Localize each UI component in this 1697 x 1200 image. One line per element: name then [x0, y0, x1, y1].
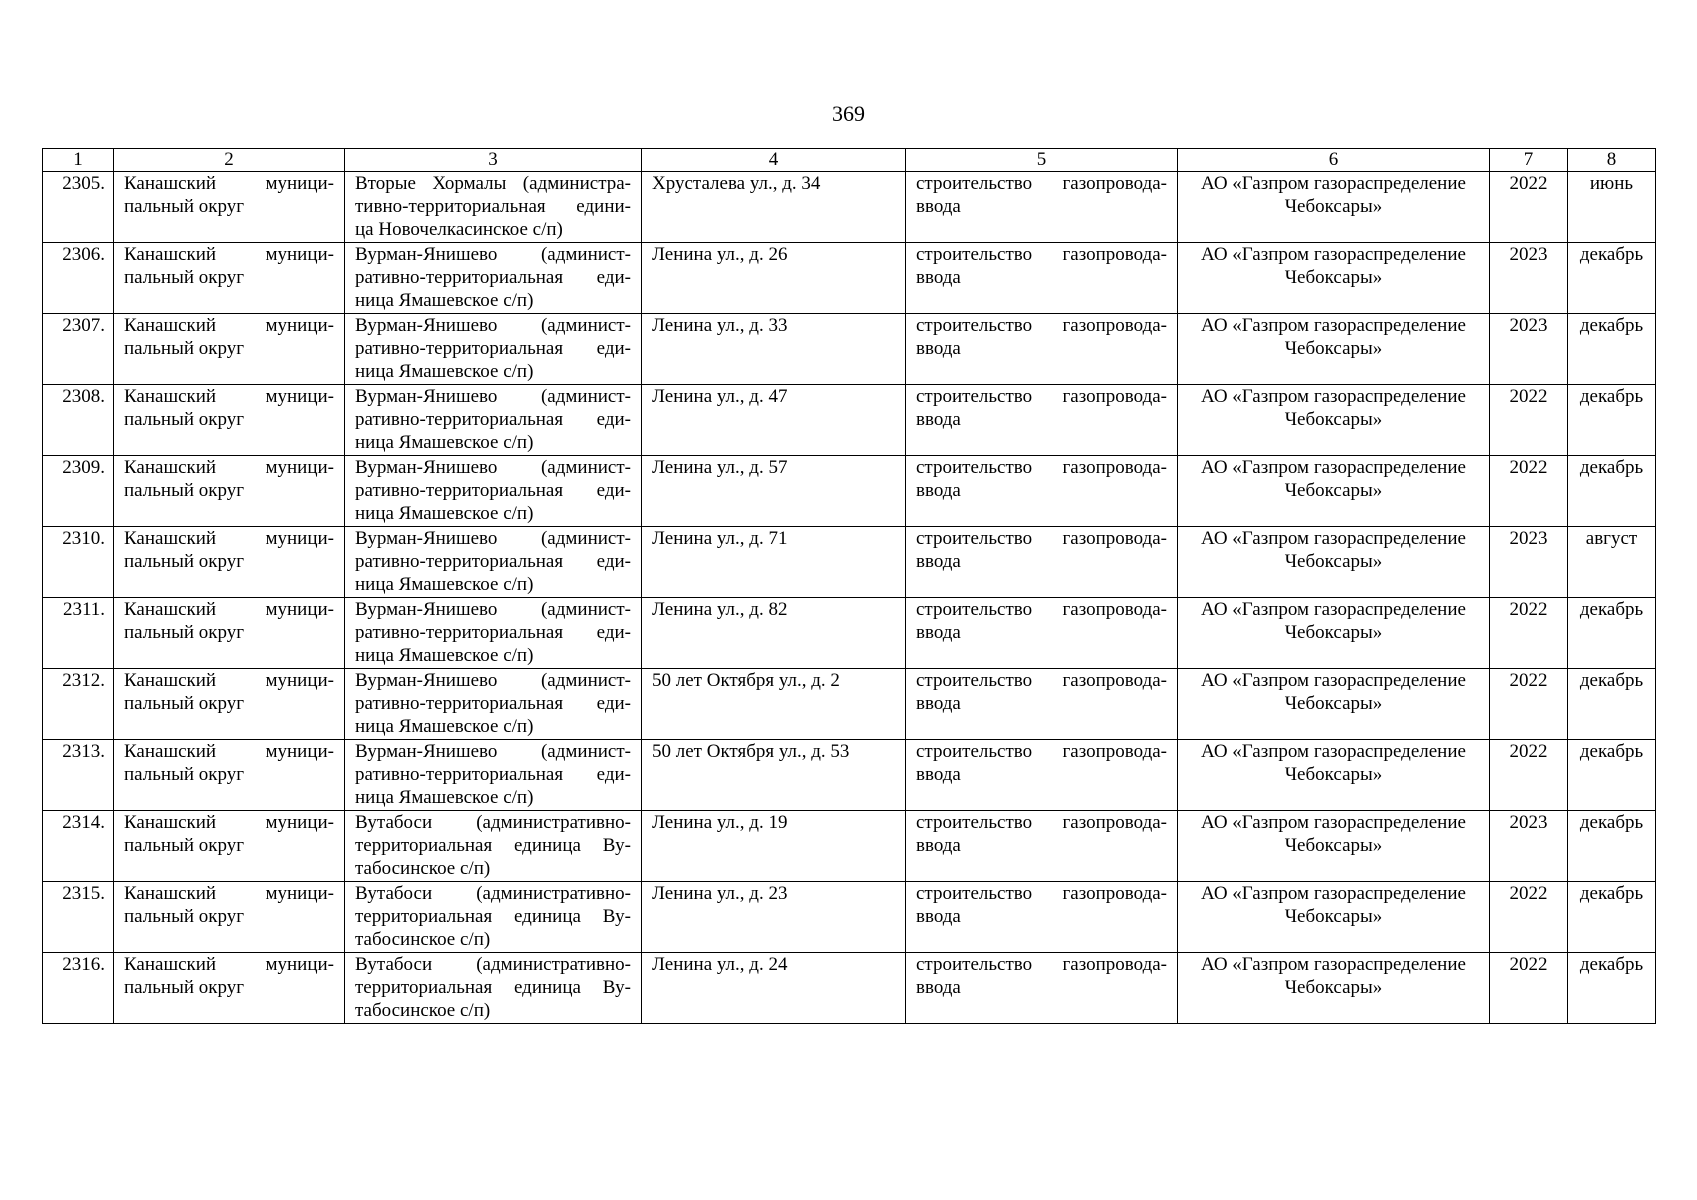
organization-line: АО «Газпром газораспределение	[1201, 883, 1466, 904]
settlement-line: ративно-территориальная еди-	[355, 764, 631, 785]
settlement-cell	[345, 314, 642, 385]
column-header: 8	[1568, 149, 1656, 172]
settlement-line: ративно-территориальная еди-	[355, 693, 631, 714]
address-text: 50 лет Октября ул., д. 2	[652, 670, 840, 691]
settlement-line: табосинское с/п)	[355, 929, 491, 950]
work-type-cell	[906, 740, 1178, 811]
settlement-cell	[345, 740, 642, 811]
settlement-line: ница Ямашевское с/п)	[355, 787, 534, 808]
district-cell	[114, 172, 345, 243]
district-cell	[114, 314, 345, 385]
settlement-cell	[345, 669, 642, 740]
column-number-header-row	[43, 149, 1656, 172]
district-line: Канашский муници-	[124, 528, 334, 549]
work-type-cell	[906, 953, 1178, 1024]
work-type-line: ввода	[916, 480, 961, 501]
work-type-line: строительство газопровода-	[916, 173, 1167, 194]
table-row	[43, 527, 1656, 598]
address-text: Ленина ул., д. 26	[652, 244, 788, 265]
column-header: 3	[345, 149, 642, 172]
district-cell	[114, 456, 345, 527]
row-number: 2313.	[62, 741, 105, 762]
organization-line: АО «Газпром газораспределение	[1201, 315, 1466, 336]
column-header: 1	[43, 149, 114, 172]
settlement-line: ративно-территориальная еди-	[355, 622, 631, 643]
work-type-line: ввода	[916, 906, 961, 927]
work-type-line: строительство газопровода-	[916, 812, 1167, 833]
month-text: декабрь	[1579, 741, 1644, 762]
table-row	[43, 385, 1656, 456]
row-number: 2305.	[62, 173, 105, 194]
settlement-line: ративно-территориальная еди-	[355, 338, 631, 359]
column-header: 7	[1490, 149, 1568, 172]
address-cell	[642, 740, 906, 811]
work-type-cell	[906, 669, 1178, 740]
month-text: декабрь	[1579, 457, 1644, 478]
district-cell	[114, 598, 345, 669]
month-cell	[1568, 385, 1656, 456]
settlement-cell	[345, 811, 642, 882]
organization-line: АО «Газпром газораспределение	[1201, 386, 1466, 407]
work-type-cell	[906, 385, 1178, 456]
work-type-line: ввода	[916, 693, 961, 714]
year-cell	[1490, 243, 1568, 314]
organization-cell	[1178, 456, 1490, 527]
year-text: 2022	[1509, 741, 1548, 762]
organization-line: Чебоксары»	[1284, 551, 1383, 572]
address-text: Ленина ул., д. 82	[652, 599, 788, 620]
table-row	[43, 953, 1656, 1024]
settlement-line: ница Ямашевское с/п)	[355, 574, 534, 595]
settlement-line: ница Ямашевское с/п)	[355, 290, 534, 311]
work-type-line: строительство газопровода-	[916, 670, 1167, 691]
year-text: 2023	[1509, 315, 1548, 336]
column-header: 6	[1178, 149, 1490, 172]
row-number: 2312.	[62, 670, 105, 691]
work-type-line: ввода	[916, 977, 961, 998]
settlement-cell	[345, 385, 642, 456]
settlement-line: ративно-территориальная еди-	[355, 267, 631, 288]
settlement-line: Вутабоси (административно-	[355, 883, 631, 904]
row-number: 2310.	[62, 528, 105, 549]
column-header: 5	[906, 149, 1178, 172]
row-number-cell	[43, 527, 114, 598]
organization-line: АО «Газпром газораспределение	[1201, 812, 1466, 833]
year-text: 2023	[1509, 528, 1548, 549]
row-number: 2311.	[62, 599, 105, 620]
row-number: 2309.	[62, 457, 105, 478]
settlement-cell	[345, 953, 642, 1024]
row-number-cell	[43, 598, 114, 669]
work-type-line: строительство газопровода-	[916, 386, 1167, 407]
row-number-cell	[43, 740, 114, 811]
year-cell	[1490, 527, 1568, 598]
organization-cell	[1178, 953, 1490, 1024]
settlement-line: Вурман-Янишево (админист-	[355, 457, 631, 478]
row-number: 2314.	[62, 812, 105, 833]
year-cell	[1490, 740, 1568, 811]
work-type-line: строительство газопровода-	[916, 954, 1167, 975]
table-row	[43, 598, 1656, 669]
district-line: пальный округ	[124, 906, 245, 927]
row-number-cell	[43, 811, 114, 882]
settlement-line: Вурман-Янишево (админист-	[355, 244, 631, 265]
month-cell	[1568, 243, 1656, 314]
address-cell	[642, 172, 906, 243]
district-line: Канашский муници-	[124, 386, 334, 407]
settlement-line: Вторые Хормалы (администра-	[355, 173, 631, 194]
month-cell	[1568, 811, 1656, 882]
settlement-line: Вутабоси (административно-	[355, 954, 631, 975]
year-text: 2022	[1509, 670, 1548, 691]
month-cell	[1568, 598, 1656, 669]
organization-cell	[1178, 314, 1490, 385]
settlement-line: Вурман-Янишево (админист-	[355, 670, 631, 691]
district-line: пальный округ	[124, 196, 245, 217]
address-cell	[642, 953, 906, 1024]
year-text: 2022	[1509, 173, 1548, 194]
organization-line: АО «Газпром газораспределение	[1201, 741, 1466, 762]
work-type-line: ввода	[916, 835, 961, 856]
table-row	[43, 882, 1656, 953]
work-type-line: ввода	[916, 764, 961, 785]
district-cell	[114, 669, 345, 740]
work-type-cell	[906, 456, 1178, 527]
year-cell	[1490, 172, 1568, 243]
district-line: Канашский муници-	[124, 315, 334, 336]
district-cell	[114, 385, 345, 456]
month-text: декабрь	[1579, 883, 1644, 904]
organization-line: АО «Газпром газораспределение	[1201, 954, 1466, 975]
address-cell	[642, 669, 906, 740]
address-cell	[642, 385, 906, 456]
row-number-cell	[43, 882, 114, 953]
district-line: Канашский муници-	[124, 741, 334, 762]
organization-cell	[1178, 527, 1490, 598]
settlement-line: тивно-территориальная едини-	[355, 196, 631, 217]
year-text: 2022	[1509, 386, 1548, 407]
address-text: Ленина ул., д. 23	[652, 883, 788, 904]
row-number: 2306.	[62, 244, 105, 265]
work-type-cell	[906, 882, 1178, 953]
address-text: Хрусталева ул., д. 34	[652, 173, 821, 194]
organization-line: Чебоксары»	[1284, 977, 1383, 998]
settlement-line: ница Ямашевское с/п)	[355, 716, 534, 737]
district-line: пальный округ	[124, 480, 245, 501]
address-cell	[642, 882, 906, 953]
month-text: декабрь	[1579, 599, 1644, 620]
work-type-line: строительство газопровода-	[916, 528, 1167, 549]
month-cell	[1568, 740, 1656, 811]
row-number: 2307.	[62, 315, 105, 336]
settlement-cell	[345, 882, 642, 953]
organization-cell	[1178, 811, 1490, 882]
work-type-cell	[906, 598, 1178, 669]
month-text: декабрь	[1579, 812, 1644, 833]
district-line: пальный округ	[124, 338, 245, 359]
settlement-line: ница Ямашевское с/п)	[355, 432, 534, 453]
year-text: 2022	[1509, 457, 1548, 478]
district-line: Канашский муници-	[124, 812, 334, 833]
row-number: 2308.	[62, 386, 105, 407]
year-cell	[1490, 811, 1568, 882]
settlement-cell	[345, 527, 642, 598]
work-type-line: ввода	[916, 267, 961, 288]
month-text: июнь	[1589, 173, 1634, 194]
year-text: 2023	[1509, 812, 1548, 833]
month-text: декабрь	[1579, 386, 1644, 407]
year-cell	[1490, 314, 1568, 385]
settlement-line: Вурман-Янишево (админист-	[355, 386, 631, 407]
work-type-line: строительство газопровода-	[916, 599, 1167, 620]
row-number-cell	[43, 172, 114, 243]
month-text: декабрь	[1579, 315, 1644, 336]
address-cell	[642, 598, 906, 669]
month-text: август	[1585, 528, 1638, 549]
district-cell	[114, 740, 345, 811]
organization-cell	[1178, 385, 1490, 456]
district-line: Канашский муници-	[124, 670, 334, 691]
settlement-line: табосинское с/п)	[355, 858, 491, 879]
month-cell	[1568, 314, 1656, 385]
year-cell	[1490, 456, 1568, 527]
year-text: 2023	[1509, 244, 1548, 265]
work-type-line: ввода	[916, 622, 961, 643]
year-text: 2022	[1509, 954, 1548, 975]
settlement-line: ративно-территориальная еди-	[355, 480, 631, 501]
address-text: Ленина ул., д. 24	[652, 954, 788, 975]
work-type-cell	[906, 172, 1178, 243]
organization-line: АО «Газпром газораспределение	[1201, 528, 1466, 549]
organization-cell	[1178, 172, 1490, 243]
table-row	[43, 740, 1656, 811]
year-cell	[1490, 598, 1568, 669]
organization-cell	[1178, 740, 1490, 811]
address-cell	[642, 456, 906, 527]
address-cell	[642, 314, 906, 385]
settlement-line: ративно-территориальная еди-	[355, 409, 631, 430]
work-type-line: строительство газопровода-	[916, 741, 1167, 762]
settlement-line: Вутабоси (административно-	[355, 812, 631, 833]
row-number-cell	[43, 456, 114, 527]
district-cell	[114, 953, 345, 1024]
settlement-cell	[345, 598, 642, 669]
month-cell	[1568, 456, 1656, 527]
page-number: 369	[832, 101, 865, 126]
organization-cell	[1178, 598, 1490, 669]
month-text: декабрь	[1579, 954, 1644, 975]
organization-line: Чебоксары»	[1284, 409, 1383, 430]
month-cell	[1568, 882, 1656, 953]
district-line: Канашский муници-	[124, 244, 334, 265]
district-line: пальный округ	[124, 835, 245, 856]
organization-line: Чебоксары»	[1284, 622, 1383, 643]
row-number-cell	[43, 243, 114, 314]
organization-line: АО «Газпром газораспределение	[1201, 670, 1466, 691]
address-text: Ленина ул., д. 33	[652, 315, 788, 336]
settlement-line: Вурман-Янишево (админист-	[355, 599, 631, 620]
settlement-line: территориальная единица Ву-	[355, 835, 631, 856]
year-cell	[1490, 385, 1568, 456]
month-cell	[1568, 669, 1656, 740]
settlement-cell	[345, 456, 642, 527]
district-cell	[114, 811, 345, 882]
month-cell	[1568, 953, 1656, 1024]
settlement-line: Вурман-Янишево (админист-	[355, 528, 631, 549]
settlement-line: ца Новочелкасинское с/п)	[355, 219, 563, 240]
year-cell	[1490, 669, 1568, 740]
settlement-cell	[345, 172, 642, 243]
work-type-line: ввода	[916, 551, 961, 572]
district-line: Канашский муници-	[124, 457, 334, 478]
organization-line: Чебоксары»	[1284, 835, 1383, 856]
district-line: Канашский муници-	[124, 883, 334, 904]
district-cell	[114, 882, 345, 953]
row-number-cell	[43, 314, 114, 385]
work-type-cell	[906, 314, 1178, 385]
month-text: декабрь	[1579, 244, 1644, 265]
organization-line: Чебоксары»	[1284, 906, 1383, 927]
district-line: пальный округ	[124, 764, 245, 785]
address-text: Ленина ул., д. 47	[652, 386, 788, 407]
address-cell	[642, 243, 906, 314]
work-type-line: строительство газопровода-	[916, 315, 1167, 336]
organization-line: Чебоксары»	[1284, 338, 1383, 359]
address-cell	[642, 527, 906, 598]
district-line: пальный округ	[124, 551, 245, 572]
organization-line: АО «Газпром газораспределение	[1201, 173, 1466, 194]
work-type-cell	[906, 243, 1178, 314]
column-header: 4	[642, 149, 906, 172]
row-number-cell	[43, 669, 114, 740]
work-type-line: строительство газопровода-	[916, 883, 1167, 904]
organization-line: АО «Газпром газораспределение	[1201, 599, 1466, 620]
work-type-cell	[906, 811, 1178, 882]
year-cell	[1490, 953, 1568, 1024]
gas-pipeline-register-table	[42, 148, 1656, 1024]
address-text: Ленина ул., д. 19	[652, 812, 788, 833]
address-text: Ленина ул., д. 57	[652, 457, 788, 478]
month-cell	[1568, 527, 1656, 598]
year-text: 2022	[1509, 883, 1548, 904]
organization-line: АО «Газпром газораспределение	[1201, 457, 1466, 478]
organization-line: Чебоксары»	[1284, 267, 1383, 288]
organization-cell	[1178, 243, 1490, 314]
column-header: 2	[114, 149, 345, 172]
district-line: пальный округ	[124, 693, 245, 714]
address-cell	[642, 811, 906, 882]
district-line: Канашский муници-	[124, 599, 334, 620]
address-text: Ленина ул., д. 71	[652, 528, 788, 549]
settlement-line: территориальная единица Ву-	[355, 906, 631, 927]
district-line: пальный округ	[124, 622, 245, 643]
organization-line: Чебоксары»	[1284, 693, 1383, 714]
year-cell	[1490, 882, 1568, 953]
organization-cell	[1178, 882, 1490, 953]
table-row	[43, 314, 1656, 385]
organization-line: Чебоксары»	[1284, 764, 1383, 785]
district-cell	[114, 243, 345, 314]
settlement-line: Вурман-Янишево (админист-	[355, 741, 631, 762]
work-type-line: ввода	[916, 196, 961, 217]
district-line: пальный округ	[124, 977, 245, 998]
row-number-cell	[43, 385, 114, 456]
settlement-line: ница Ямашевское с/п)	[355, 503, 534, 524]
table-row	[43, 811, 1656, 882]
organization-line: Чебоксары»	[1284, 480, 1383, 501]
row-number: 2316.	[62, 954, 105, 975]
table-row	[43, 172, 1656, 243]
organization-line: Чебоксары»	[1284, 196, 1383, 217]
organization-line: АО «Газпром газораспределение	[1201, 244, 1466, 265]
address-text: 50 лет Октября ул., д. 53	[652, 741, 850, 762]
settlement-line: территориальная единица Ву-	[355, 977, 631, 998]
year-text: 2022	[1509, 599, 1548, 620]
row-number: 2315.	[62, 883, 105, 904]
month-text: декабрь	[1579, 670, 1644, 691]
settlement-line: табосинское с/п)	[355, 1000, 491, 1021]
table-row	[43, 456, 1656, 527]
table-row	[43, 243, 1656, 314]
work-type-line: строительство газопровода-	[916, 244, 1167, 265]
settlement-line: Вурман-Янишево (админист-	[355, 315, 631, 336]
register-body	[43, 172, 1656, 1024]
work-type-cell	[906, 527, 1178, 598]
work-type-line: строительство газопровода-	[916, 457, 1167, 478]
district-line: пальный округ	[124, 267, 245, 288]
district-line: Канашский муници-	[124, 173, 334, 194]
settlement-line: ративно-территориальная еди-	[355, 551, 631, 572]
settlement-cell	[345, 243, 642, 314]
row-number-cell	[43, 953, 114, 1024]
organization-cell	[1178, 669, 1490, 740]
work-type-line: ввода	[916, 409, 961, 430]
district-line: Канашский муници-	[124, 954, 334, 975]
settlement-line: ница Ямашевское с/п)	[355, 361, 534, 382]
settlement-line: ница Ямашевское с/п)	[355, 645, 534, 666]
table-row	[43, 669, 1656, 740]
district-cell	[114, 527, 345, 598]
work-type-line: ввода	[916, 338, 961, 359]
month-cell	[1568, 172, 1656, 243]
district-line: пальный округ	[124, 409, 245, 430]
